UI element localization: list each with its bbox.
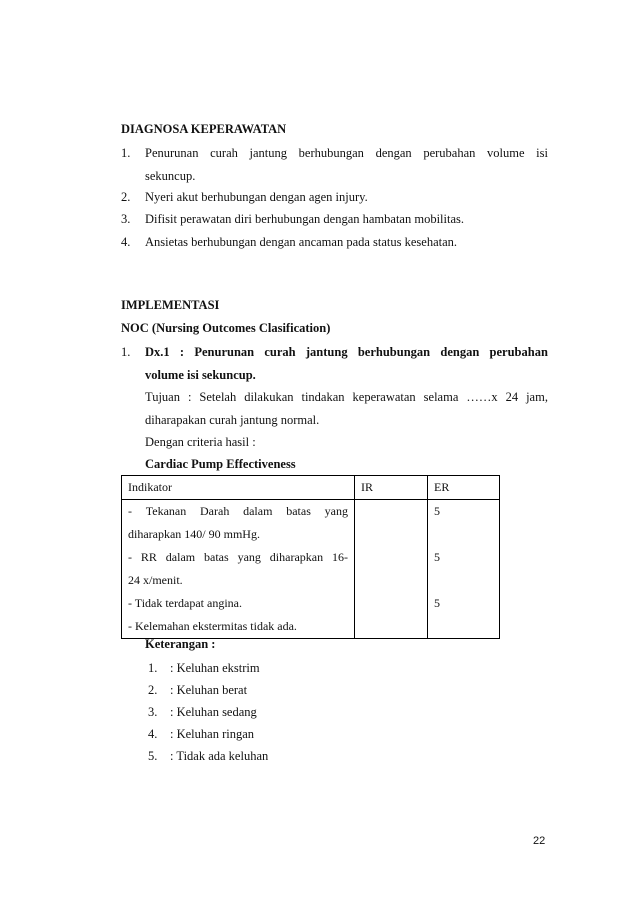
keterangan-item-3-text: : Keluhan sedang	[170, 705, 257, 719]
word: -	[128, 504, 132, 518]
indikator-line-1	[128, 500, 348, 523]
indikator-line-6: - Kelemahan ekstermitas tidak ada.	[128, 619, 297, 633]
keterangan-item-2-text: : Keluhan berat	[170, 683, 248, 697]
indikator-line-5: - Tidak terdapat angina.	[128, 596, 242, 610]
diagnosa-item-2-number: 2.	[121, 190, 131, 204]
word: RR	[140, 550, 157, 564]
page-number: 22	[533, 835, 546, 847]
keterangan-item-4-number: 4.	[148, 727, 158, 741]
diagnosa-item-2-text: Nyeri akut berhubungan dengan agen injury.	[145, 190, 368, 204]
header-er: ER	[428, 476, 500, 500]
diagnosa-item-4-text: Ansietas berhubungan dengan ancaman pada status kesehatan.	[145, 235, 458, 249]
word: jam,	[526, 390, 548, 404]
keterangan-item-3-number: 3.	[148, 705, 158, 719]
implementasi-heading: IMPLEMENTASI	[121, 298, 220, 312]
word: dalam	[165, 550, 196, 564]
word: :	[187, 390, 192, 404]
keterangan-item-5-text: : Tidak ada keluhan	[170, 749, 269, 763]
keterangan-item-2-number: 2.	[148, 683, 158, 697]
word: Tujuan	[145, 390, 180, 404]
tujuan-line1	[145, 390, 548, 405]
word: Dx.1	[145, 345, 170, 359]
er-value: 5	[434, 550, 440, 564]
tujuan-line2: diharapakan curah jantung normal.	[145, 413, 320, 427]
diagnosa-item-1-number: 1.	[121, 146, 131, 160]
criteria-title: Cardiac Pump Effectiveness	[145, 457, 296, 471]
indikator-line-2: diharapkan 140/ 90 mmHg.	[128, 527, 260, 541]
header-ir: IR	[355, 476, 428, 500]
diagnosa-item-3-number: 3.	[121, 212, 131, 226]
er-value	[434, 569, 493, 592]
word: berhubungan	[357, 345, 431, 359]
diagnosa-item-4-number: 4.	[121, 235, 131, 249]
word: perubahan	[489, 345, 548, 359]
word: dilakukan	[244, 390, 294, 404]
word: batas	[286, 504, 311, 518]
noc-heading: NOC (Nursing Outcomes Clasification)	[121, 321, 331, 335]
table-row	[122, 500, 500, 639]
indikator-line-4: 24 x/menit.	[128, 573, 183, 587]
word: batas	[204, 550, 229, 564]
indikator-line-3	[128, 546, 348, 569]
word: 24	[505, 390, 519, 404]
word: yang	[324, 504, 348, 518]
word: keperawatan	[352, 390, 416, 404]
indikator-cell	[122, 500, 355, 639]
dx-line1	[145, 345, 548, 360]
word: perubahan	[423, 146, 476, 160]
word: Setelah	[199, 390, 237, 404]
word: jantung	[305, 345, 348, 359]
word: isi	[536, 146, 548, 160]
diagnosa-item-1-line1	[145, 146, 548, 161]
dx-number: 1.	[121, 345, 131, 359]
dx-line2: volume isi sekuncup.	[145, 368, 256, 382]
word: 16-	[331, 550, 348, 564]
diagnosa-item-1-line2: sekuncup.	[145, 169, 196, 183]
word: diharapkan	[269, 550, 324, 564]
er-value	[434, 615, 493, 638]
word: berhubungan	[298, 146, 364, 160]
er-cell	[428, 500, 500, 639]
diagnosa-heading: DIAGNOSA KEPERAWATAN	[121, 122, 287, 136]
word: Penurunan	[194, 345, 255, 359]
word: dengan	[375, 146, 412, 160]
word: Penurunan	[145, 146, 199, 160]
word: jantung	[249, 146, 288, 160]
keterangan-item-5-number: 5.	[148, 749, 158, 763]
word: tindakan	[301, 390, 345, 404]
word: ……x	[466, 390, 498, 404]
word: Darah	[200, 504, 230, 518]
ir-cell	[355, 500, 428, 639]
keterangan-item-1-number: 1.	[148, 661, 158, 675]
word: dalam	[243, 504, 273, 518]
er-value	[434, 523, 493, 546]
criteria-text: Dengan criteria hasil :	[145, 435, 256, 449]
word: dengan	[440, 345, 480, 359]
table-header-row	[122, 476, 500, 500]
word: Tekanan	[145, 504, 187, 518]
word: curah	[210, 146, 238, 160]
keterangan-item-4-text: : Keluhan ringan	[170, 727, 255, 741]
keterangan-title: Keterangan :	[145, 637, 216, 651]
word: yang	[237, 550, 261, 564]
word: -	[128, 550, 132, 564]
word: volume	[487, 146, 525, 160]
er-value: 5	[434, 504, 440, 518]
keterangan-item-1-text: : Keluhan ekstrim	[170, 661, 260, 675]
word: selama	[423, 390, 459, 404]
er-value: 5	[434, 596, 440, 610]
indikator-table	[121, 475, 500, 639]
diagnosa-item-3-text: Difisit perawatan diri berhubungan dengan hambatan mobilitas.	[145, 212, 465, 226]
word: :	[179, 345, 185, 359]
header-indikator: Indikator	[122, 476, 355, 500]
word: curah	[264, 345, 296, 359]
